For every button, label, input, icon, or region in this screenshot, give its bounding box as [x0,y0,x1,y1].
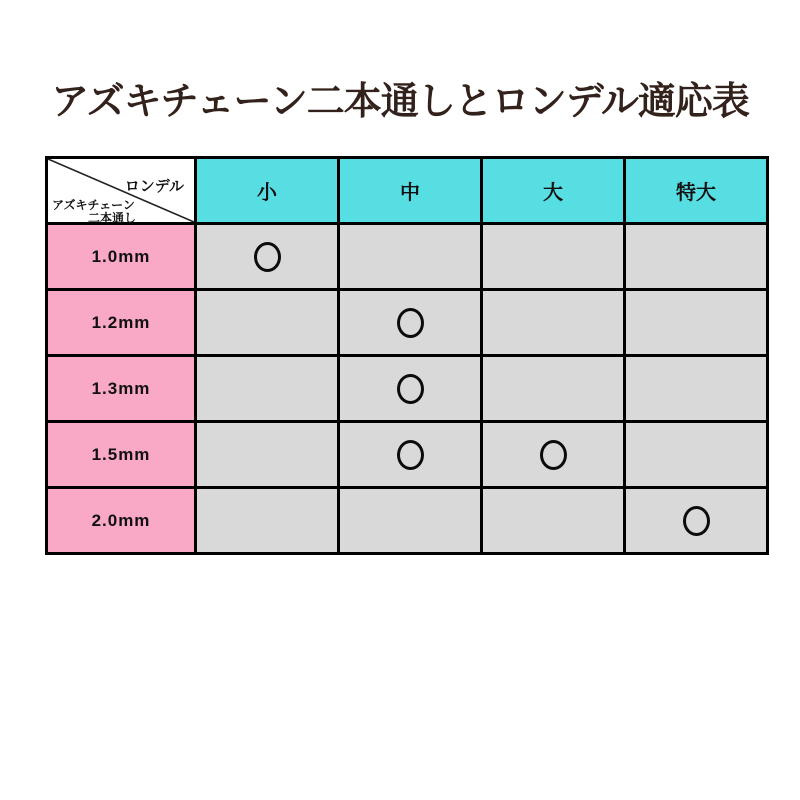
matrix-cell [197,423,337,486]
matrix-cell [626,489,766,552]
matrix-cell [483,291,623,354]
circle-mark-icon [683,506,710,536]
column-header: 特大 [626,159,766,222]
matrix-cell [483,423,623,486]
matrix-cell [197,291,337,354]
matrix-cell [626,357,766,420]
row-label: 1.2mm [48,291,194,354]
matrix-cell [483,357,623,420]
row-label: 1.0mm [48,225,194,288]
compatibility-table [45,156,769,555]
column-header: 中 [340,159,480,222]
matrix-cell [483,225,623,288]
row-label: 1.5mm [48,423,194,486]
row-label: 2.0mm [48,489,194,552]
matrix-cell [197,489,337,552]
row-axis-label-line2: 二本通し [88,211,137,225]
matrix-cell [340,489,480,552]
circle-mark-icon [397,440,424,470]
matrix-cell [626,423,766,486]
column-header: 小 [197,159,337,222]
circle-mark-icon [540,440,567,470]
circle-mark-icon [397,308,424,338]
matrix-cell [340,357,480,420]
matrix-cell [197,357,337,420]
column-axis-label: ロンデル [124,178,184,195]
matrix-cell [340,423,480,486]
matrix-cell [340,225,480,288]
circle-mark-icon [397,374,424,404]
column-header: 大 [483,159,623,222]
matrix-cell [197,225,337,288]
row-axis-label-line1: アズキチェーン [52,198,135,212]
matrix-cell [483,489,623,552]
corner-cell [48,159,194,225]
page-title: アズキチェーン二本通しとロンデル適応表 [51,81,749,123]
matrix-cell [626,291,766,354]
matrix-cell [340,291,480,354]
matrix-cell [626,225,766,288]
circle-mark-icon [254,242,281,272]
row-label: 1.3mm [48,357,194,420]
